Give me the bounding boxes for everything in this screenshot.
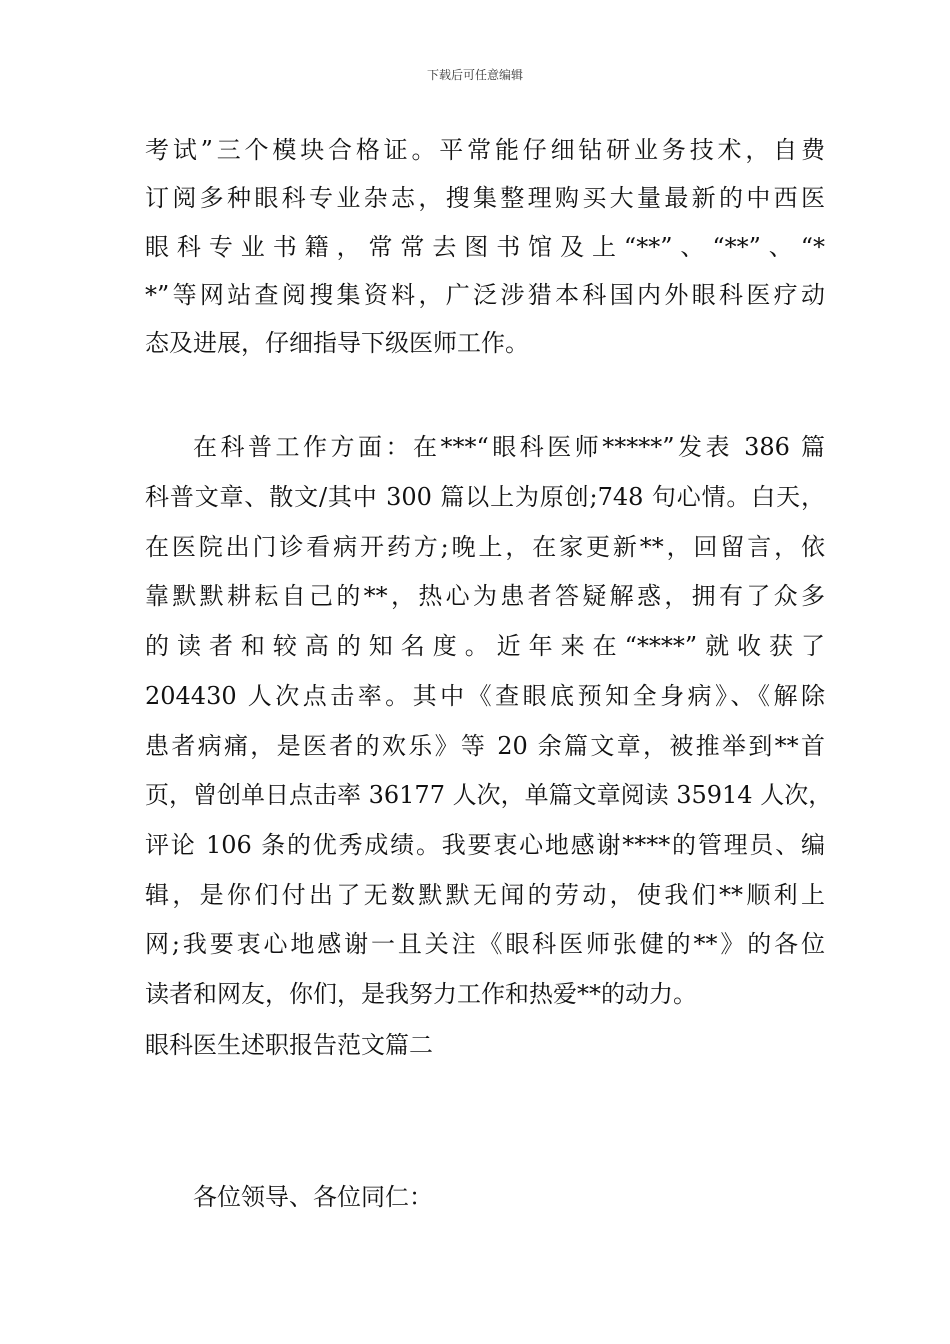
text-line: 网;我要衷心地感谢一且关注《眼科医师张健的**》的各位: [145, 930, 825, 958]
text-line: 辑，是你们付出了无数默默无闻的劳动，使我们**顺利上: [145, 881, 825, 909]
text-line: 的读者和较高的知名度。近年来在“****”就收获了: [145, 632, 825, 660]
page-header: 下载后可任意编辑: [426, 68, 523, 82]
text-line: 科普文章、散文/其中 300 篇以上为原创;748 句心情。白天，: [145, 483, 825, 511]
text-line: 患者病痛，是医者的欢乐》等 20 余篇文章，被推举到**首: [145, 732, 825, 760]
text-line: 评论 106 条的优秀成绩。我要衷心地感谢****的管理员、编: [145, 831, 825, 859]
text-line: *”等网站查阅搜集资料，广泛涉猎本科国内外眼科医疗动: [145, 281, 825, 309]
text-line: 靠默默耕耘自己的**，热心为患者答疑解惑，拥有了众多: [145, 582, 825, 610]
text-line: 在医院出门诊看病开药方;晚上，在家更新**，回留言，依: [145, 533, 825, 561]
text-line: 订阅多种眼科专业杂志，搜集整理购买大量最新的中西医: [145, 184, 825, 212]
text-line: 读者和网友，你们，是我努力工作和热爱**的动力。: [145, 980, 697, 1008]
text-line: 各位领导、各位同仁：: [193, 1183, 433, 1211]
text-line: 态及进展，仔细指导下级医师工作。: [145, 329, 529, 357]
text-line: 眼科专业书籍，常常去图书馆及上“**”、“**”、“*: [145, 233, 825, 261]
section-heading: 眼科医生述职报告范文篇二: [145, 1031, 433, 1059]
text-line: 考试”三个模块合格证。平常能仔细钻研业务技术，自费: [145, 136, 825, 164]
text-line: 页，曾创单日点击率 36177 人次，单篇文章阅读 35914 人次，: [145, 781, 833, 809]
text-line: 204430 人次点击率。其中《查眼底预知全身病》、《解除: [145, 682, 825, 710]
text-line: 在科普工作方面：在***“眼科医师*****”发表 386 篇: [193, 433, 825, 461]
